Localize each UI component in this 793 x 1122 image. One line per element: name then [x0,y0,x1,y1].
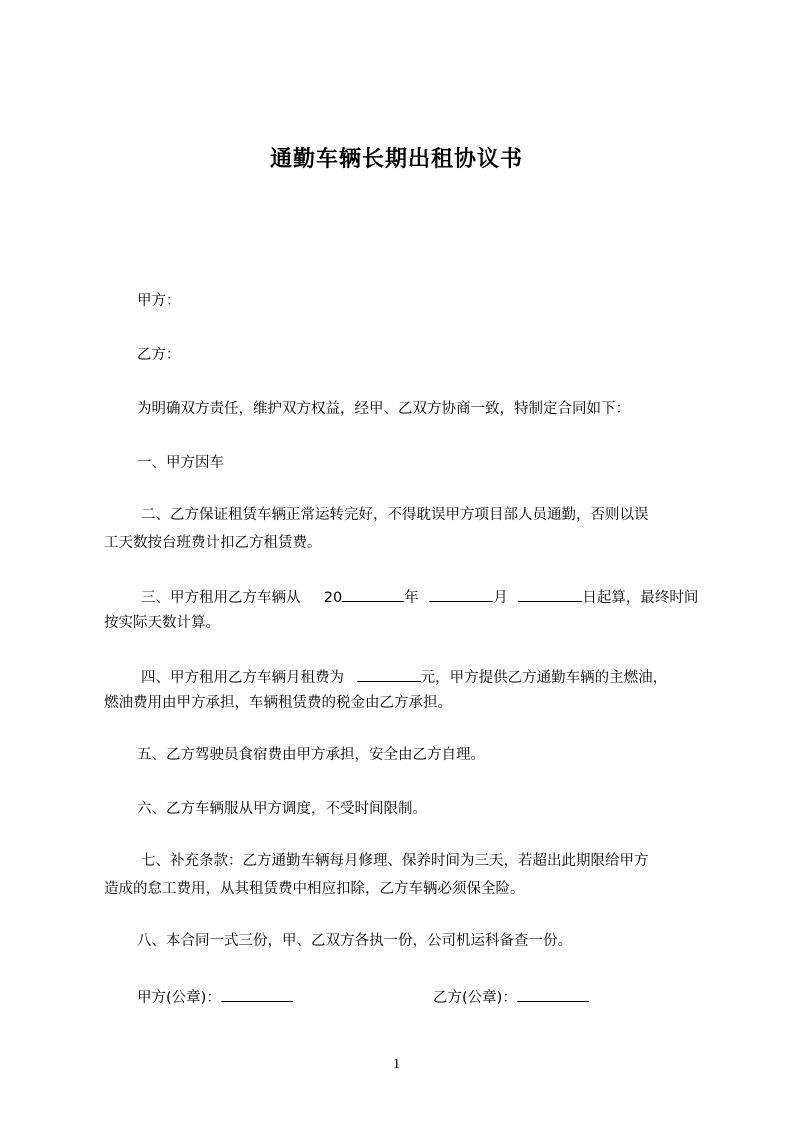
clause-4-text-b: 元，甲方提供乙方通勤车辆的主燃油， [420,670,668,686]
intro-paragraph: 为明确双方责任，维护双方权益，经甲、乙双方协商一致，特制定合同如下： [137,401,630,417]
signature-party-b-label: 乙方(公章)： [433,990,517,1006]
clause-3-line-2: 按实际天数计算。 [104,615,220,631]
clause-4-line-1 [104,666,741,688]
signature-party-a-blank[interactable] [221,986,293,1002]
clause-6: 六、乙方车辆服从甲方调度，不受时间限制。 [137,801,427,817]
clause-4-text: 四、甲方租用乙方车辆月租费为 [141,670,344,686]
day-blank[interactable] [518,586,582,602]
clause-5: 五、乙方驾驶员食宿费由甲方承担，安全由乙方自理。 [137,747,485,763]
clause-3-day-label: 日起算，最终时间 [582,590,699,606]
clause-3-text: 三、甲方租用乙方车辆从 [141,590,301,606]
party-b-line: 乙方： [137,347,181,363]
signature-party-b-blank[interactable] [517,986,589,1002]
clause-2-line-1: 二、乙方保证租赁车辆正常运转完好，不得耽误甲方项目部人员通勤，否则以误 [141,507,649,523]
clause-7-line-1: 七、补充条款：乙方通勤车辆每月修理、保养时间为三天，若超出此期限给甲方 [141,853,649,869]
clause-3-line-1 [104,586,741,608]
month-blank[interactable] [429,586,493,602]
party-a-line: 甲方： [137,293,181,309]
clause-4-line-2: 燃油费用由甲方承担，车辆租赁费的税金由乙方承担。 [104,695,452,711]
year-blank[interactable] [342,586,404,602]
clause-2-line-2: 工天数按台班费计扣乙方租赁费。 [104,535,322,551]
signature-party-b [433,986,589,1007]
clause-3-year-prefix: 20 [323,590,343,606]
clause-8: 八、本合同一式三份，甲、乙双方各执一份，公司机运科备查一份。 [137,933,572,949]
clause-3-year-label: 年 [404,590,419,606]
clause-1: 一、甲方因车 [137,455,224,471]
clause-7-line-2: 造成的怠工费用，从其租赁费中相应扣除，乙方车辆必须保全险。 [104,881,525,897]
signature-party-a-label: 甲方(公章)： [137,990,221,1006]
rent-amount-blank[interactable] [357,666,421,682]
page-number: 1 [392,1056,401,1072]
signature-party-a [137,986,293,1007]
document-title: 通勤车辆长期出租协议书 [269,147,523,172]
clause-3-month-label: 月 [493,590,508,606]
